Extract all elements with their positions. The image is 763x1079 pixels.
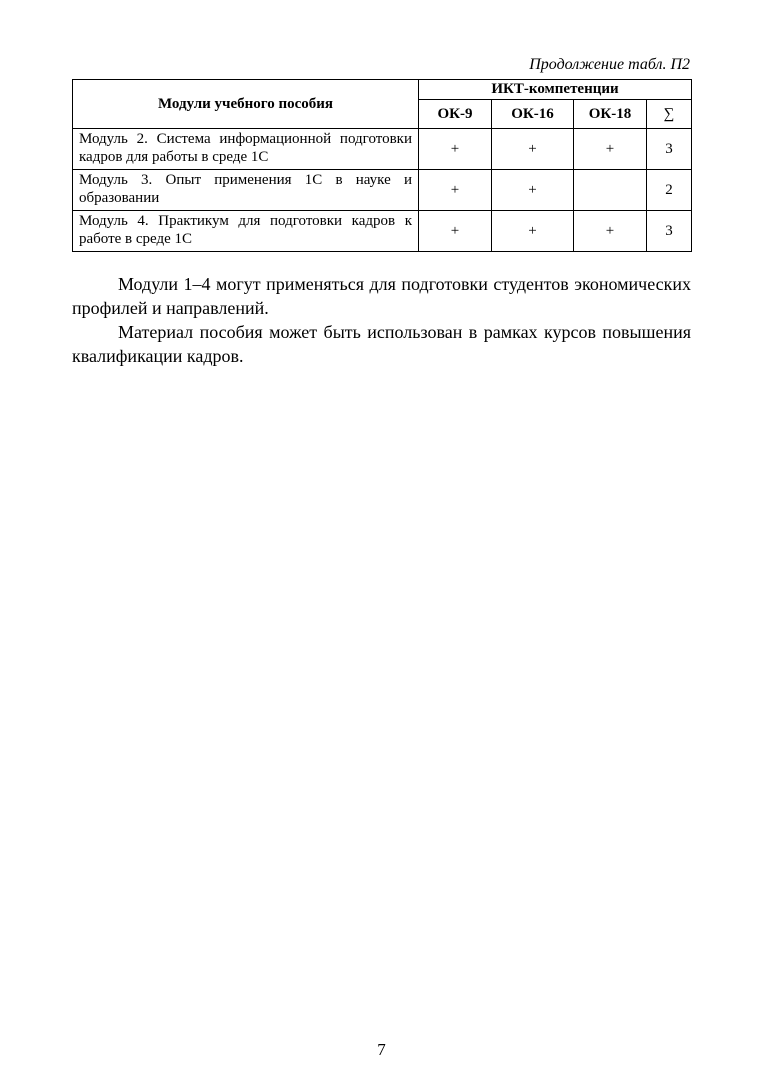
mark-cell: + [419, 129, 492, 170]
module-name: Модуль 4. Практикум для подготовки кадров к работе в среде 1С [73, 211, 419, 252]
column-header-ok18: ОК-18 [574, 100, 647, 129]
body-paragraph: Материал пособия может быть использован в рамках курсов повышения квалификации кадров. [72, 322, 691, 366]
mark-cell: + [419, 211, 492, 252]
column-header-sum: ∑ [647, 100, 692, 129]
page-number: 7 [377, 1040, 386, 1059]
column-header-ok9: ОК-9 [419, 100, 492, 129]
module-name: Модуль 3. Опыт применения 1С в науке и образовании [73, 170, 419, 211]
mark-cell: + [492, 211, 574, 252]
mark-cell: + [419, 170, 492, 211]
column-header-ok16: ОК-16 [492, 100, 574, 129]
mark-cell: + [492, 170, 574, 211]
table-caption: Продолжение табл. П2 [529, 56, 690, 73]
sum-cell: 3 [647, 211, 692, 252]
sum-cell: 3 [647, 129, 692, 170]
module-column-header: Модули учебного пособия [73, 80, 419, 129]
competencies-group-header: ИКТ-компетенции [419, 80, 692, 100]
table-row [73, 170, 692, 211]
module-name: Модуль 2. Система информационной подготовки кадров для работы в среде 1С [73, 129, 419, 170]
mark-cell [574, 170, 647, 211]
competencies-table [72, 79, 692, 252]
body-paragraph: Модули 1–4 могут применяться для подготовки студентов экономических профилей и направлений. [72, 274, 691, 318]
table-row [73, 211, 692, 252]
table-row [73, 129, 692, 170]
mark-cell: + [574, 129, 647, 170]
mark-cell: + [492, 129, 574, 170]
sum-cell: 2 [647, 170, 692, 211]
mark-cell: + [574, 211, 647, 252]
